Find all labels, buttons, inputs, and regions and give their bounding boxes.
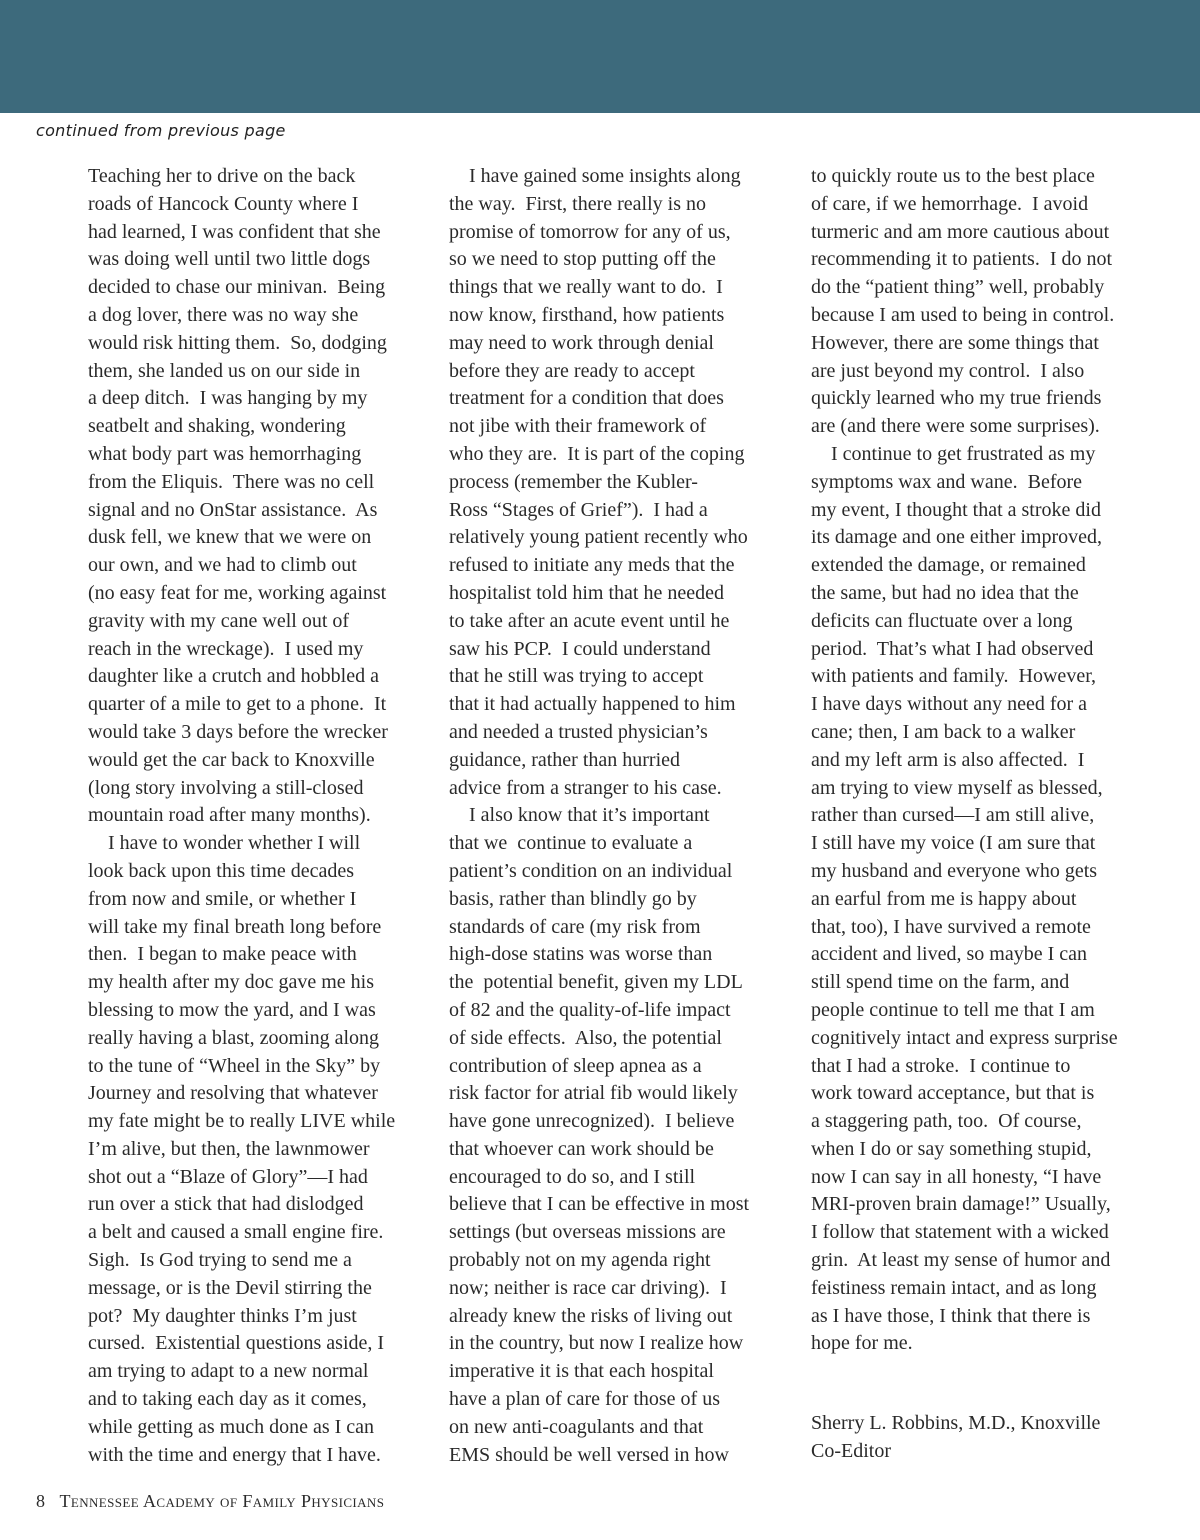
text-line: decided to chase our minivan. Being	[88, 276, 386, 299]
text-line: encouraged to do so, and I still	[449, 1165, 696, 1188]
text-line: would get the car back to Knoxville	[88, 748, 375, 771]
text-line: may need to work through denial	[449, 331, 714, 354]
text-line: relatively young patient recently who	[449, 526, 748, 549]
text-line: hope for me.	[811, 1332, 913, 1355]
text-line: deficits can fluctuate over a long	[811, 609, 1073, 632]
text-line: daughter like a crutch and hobbled a	[88, 665, 379, 688]
text-line: Teaching her to drive on the back	[88, 165, 356, 187]
text-line: do the “patient thing” well, probably	[811, 276, 1105, 299]
text-line: advice from a stranger to his case.	[449, 776, 722, 799]
text-line: I follow that statement with a wicked	[811, 1221, 1109, 1244]
text-line: have a plan of care for those of us	[449, 1388, 720, 1411]
text-line: now know, firsthand, how patients	[449, 303, 725, 326]
text-line: gravity with my cane well out of	[88, 609, 350, 632]
text-line: look back upon this time decades	[88, 859, 355, 882]
text-line: run over a stick that had dislodged	[88, 1193, 364, 1216]
text-line: so we need to stop putting off the	[449, 248, 716, 271]
text-line: seatbelt and shaking, wondering	[88, 415, 346, 438]
text-line: now; neither is race car driving). I	[449, 1276, 727, 1299]
text-line: turmeric and am more cautious about	[811, 220, 1110, 243]
continued-note: continued from previous page	[36, 121, 286, 140]
text-line: my health after my doc gave me his	[88, 971, 375, 994]
text-line: I have days without any need for a	[811, 693, 1088, 716]
text-line: roads of Hancock County where I	[88, 192, 359, 215]
text-line: while getting as much done as I can	[88, 1415, 375, 1438]
text-line: grin. At least my sense of humor and	[811, 1249, 1111, 1272]
text-line: when I do or say something stupid,	[811, 1137, 1092, 1160]
text-line: would take 3 days before the wrecker	[88, 720, 388, 743]
text-line: the potential benefit, given my LDL	[449, 971, 743, 994]
text-line: shot out a “Blaze of Glory”—I had	[88, 1165, 368, 1188]
text-line: mountain road after many months).	[88, 804, 371, 827]
publication-name: Tennessee Academy of Family Physicians	[59, 1491, 385, 1511]
text-line: (no easy feat for me, working against	[88, 581, 387, 604]
text-line: are (and there were some surprises).	[811, 415, 1100, 438]
text-line: risk factor for atrial fib would likely	[449, 1082, 738, 1105]
text-line: work toward acceptance, but that is	[811, 1082, 1095, 1105]
text-line: of 82 and the quality-of-life impact	[449, 998, 731, 1021]
text-line: to the tune of “Wheel in the Sky” by	[88, 1054, 381, 1077]
text-line: probably not on my agenda right	[449, 1249, 711, 1272]
text-line: am trying to adapt to a new normal	[88, 1360, 369, 1383]
text-line: and my left arm is also affected. I	[811, 748, 1085, 771]
text-line: and needed a trusted physician’s	[449, 720, 708, 743]
text-line: rather than cursed—I am still alive,	[811, 804, 1095, 827]
text-line: I still have my voice (I am sure that	[811, 832, 1096, 855]
text-line: imperative it is that each hospital	[449, 1360, 714, 1383]
article-column-2	[449, 163, 749, 1469]
text-line: would risk hitting them. So, dodging	[88, 331, 387, 354]
text-line: who they are. It is part of the coping	[449, 442, 745, 465]
text-line: still spend time on the farm, and	[811, 971, 1070, 994]
text-line: hospitalist told him that he needed	[449, 581, 724, 604]
text-line: Sigh. Is God trying to send me a	[88, 1249, 352, 1272]
text-line: that I had a stroke. I continue to	[811, 1054, 1071, 1077]
text-line: before they are ready to accept	[449, 359, 695, 382]
text-line: standards of care (my risk from	[449, 915, 701, 938]
text-line: are just beyond my control. I also	[811, 359, 1085, 382]
text-line: that it had actually happened to him	[449, 693, 736, 716]
header-band	[0, 0, 1200, 113]
text-line: MRI-proven brain damage!” Usually,	[811, 1193, 1111, 1216]
text-line: patient’s condition on an individual	[449, 859, 733, 882]
text-line: with patients and family. However,	[811, 665, 1097, 688]
text-line: extended the damage, or remained	[811, 554, 1086, 577]
text-line: guidance, rather than hurried	[449, 748, 681, 771]
text-line: quickly learned who my true friends	[811, 387, 1102, 410]
text-line: from now and smile, or whether I	[88, 887, 357, 910]
page-footer	[36, 1490, 384, 1512]
text-line: reach in the wreckage). I used my	[88, 637, 364, 660]
text-line: quarter of a mile to get to a phone. It	[88, 693, 387, 716]
text-line: EMS should be well versed in how	[449, 1443, 729, 1466]
author-title: Co-Editor	[811, 1439, 891, 1462]
author-signature	[811, 1410, 1100, 1466]
text-line: to quickly route us to the best place	[811, 165, 1095, 187]
text-line: I have to wonder whether I will	[88, 832, 361, 855]
text-line: believe that I can be effective in most	[449, 1193, 750, 1216]
text-line: accident and lived, so maybe I can	[811, 943, 1087, 966]
text-line: message, or is the Devil stirring the	[88, 1276, 372, 1299]
text-line: high-dose statins was worse than	[449, 943, 713, 966]
text-line: I have gained some insights along	[449, 165, 741, 187]
text-line: was doing well until two little dogs	[88, 248, 371, 271]
text-line: that, too), I have survived a remote	[811, 915, 1091, 938]
text-line: my husband and everyone who gets	[811, 859, 1098, 882]
text-line: am trying to view myself as blessed,	[811, 776, 1103, 799]
text-line: not jibe with their framework of	[449, 415, 707, 438]
text-line: that we continue to evaluate a	[449, 832, 693, 855]
text-line: on new anti-coagulants and that	[449, 1415, 704, 1438]
text-line: Ross “Stages of Grief”). I had a	[449, 498, 708, 521]
text-line: symptoms wax and wane. Before	[811, 470, 1083, 493]
text-line: blessing to mow the yard, and I was	[88, 998, 376, 1021]
text-line: had learned, I was confident that she	[88, 220, 381, 243]
text-line: the way. First, there really is no	[449, 192, 706, 215]
text-line: I also know that it’s important	[449, 804, 710, 827]
text-line: process (remember the Kubler-	[449, 470, 698, 493]
text-line: period. That’s what I had observed	[811, 637, 1094, 660]
text-line: now I can say in all honesty, “I have	[811, 1165, 1102, 1188]
text-line: a belt and caused a small engine fire.	[88, 1221, 384, 1244]
text-line: (long story involving a still-closed	[88, 776, 364, 799]
text-line: treatment for a condition that does	[449, 387, 724, 410]
text-line: its damage and one either improved,	[811, 526, 1103, 549]
text-line: of care, if we hemorrhage. I avoid	[811, 192, 1089, 215]
text-line: a staggering path, too. Of course,	[811, 1110, 1082, 1133]
text-line: pot? My daughter thinks I’m just	[88, 1304, 357, 1327]
text-line: of side effects. Also, the potential	[449, 1026, 722, 1049]
text-line: my event, I thought that a stroke did	[811, 498, 1101, 521]
text-line: signal and no OnStar assistance. As	[88, 498, 378, 521]
text-line: really having a blast, zooming along	[88, 1026, 380, 1049]
text-line: as I have those, I think that there is	[811, 1304, 1091, 1327]
text-line: feistiness remain intact, and as long	[811, 1276, 1097, 1299]
text-line: settings (but overseas missions are	[449, 1221, 726, 1244]
text-line: I’m alive, but then, the lawnmower	[88, 1137, 370, 1160]
text-line: that he still was trying to accept	[449, 665, 704, 688]
text-line: them, she landed us on our side in	[88, 359, 361, 382]
text-line: my fate might be to really LIVE while	[88, 1110, 396, 1133]
text-line: dusk fell, we knew that we were on	[88, 526, 372, 549]
text-line: that whoever can work should be	[449, 1137, 714, 1160]
text-line: contribution of sleep apnea as a	[449, 1054, 702, 1077]
text-line: cursed. Existential questions aside, I	[88, 1332, 385, 1355]
text-line: refused to initiate any meds that the	[449, 554, 735, 577]
text-line: promise of tomorrow for any of us,	[449, 220, 731, 243]
text-line: already knew the risks of living out	[449, 1304, 733, 1327]
text-line: Journey and resolving that whatever	[88, 1082, 378, 1105]
text-line: our own, and we had to climb out	[88, 554, 357, 577]
text-line: a dog lover, there was no way she	[88, 303, 359, 326]
text-line: a deep ditch. I was hanging by my	[88, 387, 368, 410]
text-line: because I am used to being in control.	[811, 303, 1115, 326]
text-line: what body part was hemorrhaging	[88, 442, 362, 465]
text-line: saw his PCP. I could understand	[449, 637, 711, 660]
text-line: people continue to tell me that I am	[811, 998, 1095, 1021]
text-line: then. I began to make peace with	[88, 943, 357, 966]
text-line: and to taking each day as it comes,	[88, 1388, 367, 1411]
text-line: will take my final breath long before	[88, 915, 382, 938]
article-column-3	[811, 163, 1118, 1358]
text-line: from the Eliquis. There was no cell	[88, 470, 375, 493]
text-line: recommending it to patients. I do not	[811, 248, 1113, 271]
text-line: However, there are some things that	[811, 331, 1099, 354]
page-number: 8	[36, 1491, 45, 1511]
text-line: I continue to get frustrated as my	[811, 442, 1096, 465]
text-line: basis, rather than blindly go by	[449, 887, 697, 910]
text-line: to take after an acute event until he	[449, 609, 730, 632]
text-line: in the country, but now I realize how	[449, 1332, 744, 1355]
text-line: cane; then, I am back to a walker	[811, 720, 1076, 743]
text-line: an earful from me is happy about	[811, 887, 1077, 910]
text-line: things that we really want to do. I	[449, 276, 723, 299]
article-column-1	[88, 163, 395, 1469]
text-line: cognitively intact and express surprise	[811, 1026, 1118, 1049]
text-line: with the time and energy that I have.	[88, 1443, 381, 1466]
text-line: the same, but had no idea that the	[811, 581, 1079, 604]
author-name: Sherry L. Robbins, M.D., Knoxville	[811, 1412, 1101, 1434]
text-line: have gone unrecognized). I believe	[449, 1110, 735, 1133]
